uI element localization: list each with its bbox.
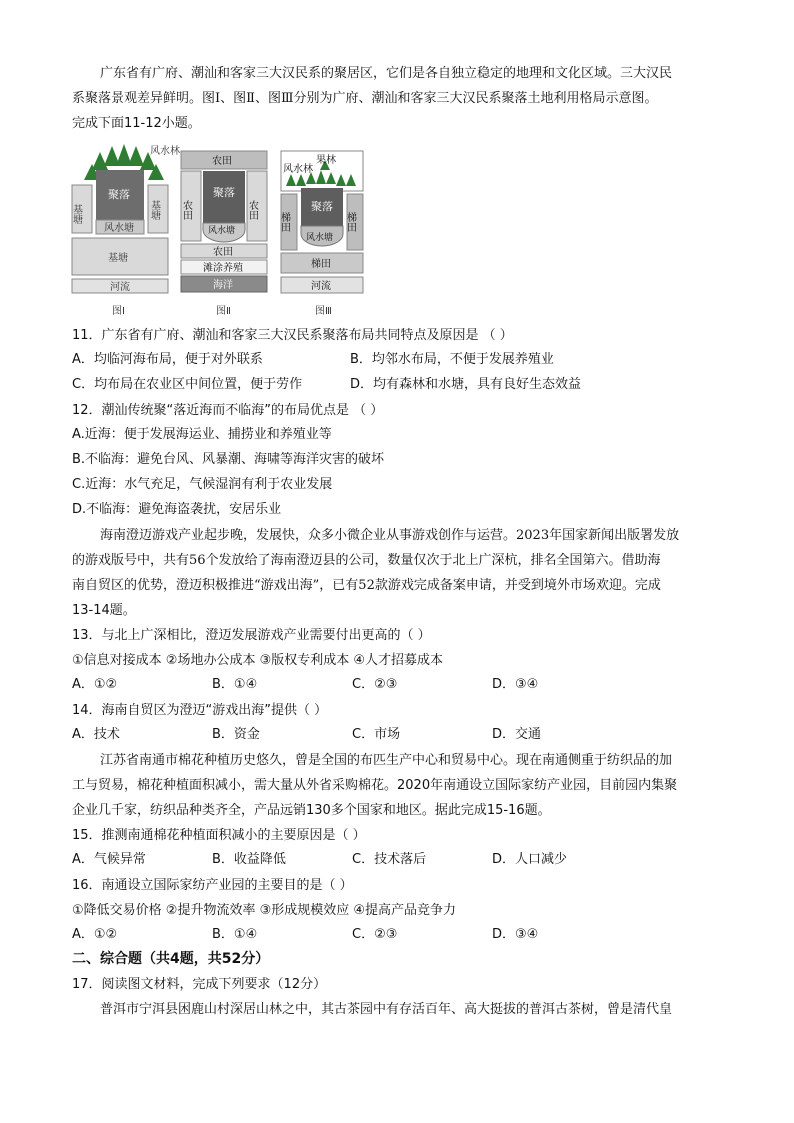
q11-option-b[interactable]: B．均邻水布局，不便于发展养殖业 [350,352,554,367]
q14-option-a[interactable]: A．技术 [72,727,120,742]
fig3-settlement: 聚落 [311,200,333,213]
q13-option-b[interactable]: B．①④ [212,677,258,692]
fig2-farm-left: 农田 [180,200,192,220]
q15-stem: 15．推测南通棉花种植面积减小的主要原因是（ ） [72,828,366,843]
fig1-fengshuilin-label: 风水林 [150,146,180,157]
fig2-settlement: 聚落 [213,186,235,199]
figure-3 [280,150,370,302]
q16-stem: 16．南通设立国际家纺产业园的主要目的是（ ） [72,878,353,893]
q15-option-d[interactable]: D．人口减少 [492,852,568,867]
q16-option-a[interactable]: A．①② [72,927,118,942]
q14-option-d[interactable]: D．交通 [492,727,542,742]
fig3-orchard: 果林 [316,155,336,166]
q12-option-c[interactable]: C.近海：水气充足，气候湿润有利于农业发展 [72,477,333,492]
q14-stem: 14．海南自贸区为澄迈“游戏出海”提供（ ） [72,703,328,718]
q13-option-a[interactable]: A．①② [72,677,118,692]
intro1-line1: 广东省有广府、潮汕和客家三大汉民系的聚居区，它们是各自独立稳定的地理和文化区域。三大汉民 [100,66,673,81]
q13-stem: 13．与北上广深相比，澄迈发展游戏产业需要付出更高的（ ） [72,628,431,643]
q13-option-c[interactable]: C．②③ [352,677,398,692]
q17-line1: 普洱市宁洱县困鹿山村深居山林之中，其古茶园中有存活百年、高大挺拔的普洱古茶树，曾是清代皇 [100,1002,673,1017]
fig1-pond: 风水塘 [104,223,134,234]
intro2-line1: 海南澄迈游戏产业起步晚，发展快，众多小微企业从事游戏创作与运营。2023年国家新闻出版署发放 [100,528,680,543]
q15-option-c[interactable]: C．技术落后 [352,852,427,867]
q14-option-c[interactable]: C．市场 [352,727,401,742]
fig1-caption: 图Ⅰ [112,306,125,317]
intro3-line1: 江苏省南通市棉花种植历史悠久，曾是全国的布匹生产中心和贸易中心。现在南通侧重于纺织品的加 [100,753,673,768]
intro2-line3: 南自贸区的优势，澄迈积极推进“游戏出海”，已有52款游戏完成备案申请，并受到境外市场欢迎。完成 [72,578,661,593]
q15-option-b[interactable]: B．收益降低 [212,852,286,867]
fig3-terrace-left: 梯田 [278,212,290,232]
fig1-jutang-right: 基塘 [148,200,160,220]
fig2-caption: 图Ⅱ [216,306,231,317]
intro2-line2: 的游戏版号中，共有56个发放给了海南澄迈县的公司，数量仅次于北上广深杭，排名全国第六。借助海 [72,553,661,568]
q15-option-a[interactable]: A．气候异常 [72,852,146,867]
fig2-farm-right: 农田 [246,200,258,220]
figure-2 [180,150,270,302]
q12-stem: 12．潮汕传统聚“落近海而不临海”的布局优点是 （ ） [72,403,384,418]
fig2-ocean: 海洋 [213,280,233,291]
fig2-tidal: 滩涂养殖 [203,263,243,274]
q12-option-a[interactable]: A.近海：便于发展海运业、捕捞业和养殖业等 [72,427,332,442]
fig1-river: 河流 [110,282,130,293]
q14-option-b[interactable]: B．资金 [212,727,260,742]
q12-option-d[interactable]: D.不临海：避免海盗袭扰，安居乐业 [72,502,282,517]
q11-option-a[interactable]: A．均临河海布局，便于对外联系 [72,352,263,367]
fig3-river: 河流 [311,281,331,292]
q13-items: ①信息对接成本 ②场地办公成本 ③版权专利成本 ④人才招募成本 [72,653,444,668]
q11-option-d[interactable]: D．均有森林和水塘，具有良好生态效益 [350,377,582,392]
section2-heading: 二、综合题（共4题，共52分） [72,951,270,967]
q17-stem: 17．阅读图文材料，完成下列要求（12分） [72,977,327,992]
intro3-line3: 企业几千家，纺织品种类齐全，产品远销130多个国家和地区。据此完成15-16题。 [72,803,551,818]
q16-option-b[interactable]: B．①④ [212,927,258,942]
q12-option-b[interactable]: B.不临海：避免台风、风暴潮、海啸等海洋灾害的破坏 [72,452,385,467]
fig1-jutang-bottom: 基塘 [108,253,128,264]
fig3-pond: 风水塘 [306,233,334,243]
intro1-line2: 系聚落景观差异鲜明。图Ⅰ、图Ⅱ、图Ⅲ分别为广府、潮汕和客家三大汉民系聚落土地利用格局示意图。 [72,91,658,106]
fig2-pond: 风水塘 [208,226,236,236]
fig2-farm-bottom: 农田 [213,247,233,258]
fig3-terrace-right: 梯田 [344,212,356,232]
q11-stem: 11．广东省有广府、潮汕和客家三大汉民系聚落布局共同特点及原因是 （ ） [72,328,513,343]
figure-1 [70,140,180,304]
intro3-line2: 工与贸易，棉花种植面积减小，需大量从外省采购棉花。2020年南通设立国际家纺产业园，目前园内集聚 [72,778,678,793]
fig3-fengshuilin: 风水林 [283,164,313,175]
fig3-caption: 图Ⅲ [315,306,332,317]
q13-option-d[interactable]: D．③④ [492,677,539,692]
q16-items: ①降低交易价格 ②提升物流效率 ③形成规模效应 ④提高产品竞争力 [72,903,457,918]
fig1-jutang-left: 基塘 [70,204,82,224]
intro1-line3: 完成下面11-12小题。 [72,116,201,131]
q16-option-c[interactable]: C．②③ [352,927,398,942]
intro2-line4: 13-14题。 [72,603,136,618]
q11-option-c[interactable]: C．均布局在农业区中间位置，便于劳作 [72,377,303,392]
fig2-farm-top: 农田 [212,156,232,167]
q16-option-d[interactable]: D．③④ [492,927,539,942]
fig3-terrace-bottom: 梯田 [311,259,331,270]
fig1-settlement: 聚落 [108,188,130,201]
